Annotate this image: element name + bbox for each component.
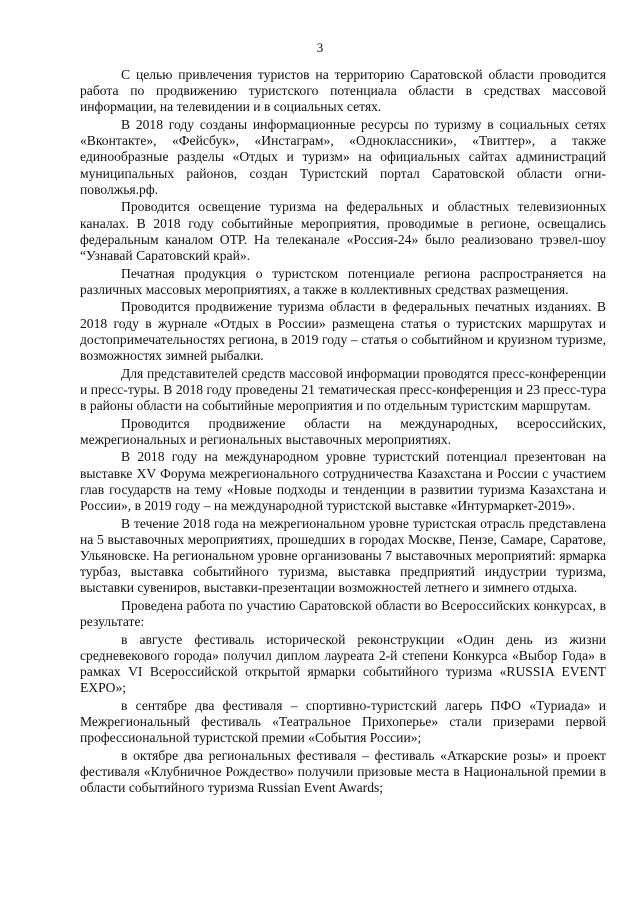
paragraph-contests-intro: Проведена работа по участию Саратовской области во Всероссийских конкурсах, в результате: (80, 598, 606, 630)
paragraph-press-tours: Для представителей средств массовой информации проводятся пресс-конференции и пресс-туры. В 2018 году проведены 21 тематическая пресс-конференция и 23 пресс-тура в районы области на событийные мероприятия и по отдельным туристским маршрутам. (80, 365, 606, 414)
paragraph-print-media: Проводится продвижение туризма области в федеральных печатных изданиях. В 2018 году в журнале «Отдых в России» размещена статья о туристских маршрутах и достопримечательностях региона, в 2019 году – статья о событийном и круизном туризме, возможностях зимней рыбалки. (80, 299, 606, 364)
paragraph-tv-coverage: Проводится освещение туризма на федеральных и областных телевизионных каналах. В 2018 году событийные мероприятия, проводимые в регионе, освещались федеральным каналом ОТР. На телеканале «Россия-24» было реализовано трэвел-шоу “Узнавай Саратовский край». (80, 199, 606, 264)
paragraph-october-award: в октябре два региональных фестиваля – фестиваль «Аткарские розы» и проект фестиваля «Клубничное Рождество» получили призовые места в Национальной премии в области событийного туризма Russian Event Awards; (80, 748, 606, 796)
paragraph-international-level: В 2018 году на международном уровне туристский потенциал презентован на выставке XV Форума межрегионального сотрудничества Казахстана и России с участием глав государств на тему «Новые подходы и тенденции в развитии туризма Казахстана и России», в 2019 году – на международной туристской выставке «Интурмаркет-2019». (80, 449, 606, 514)
paragraph-printed-products: Печатная продукция о туристском потенциале региона распространяется на различных массовых мероприятиях, а также в коллективных средствах размещения. (80, 265, 606, 297)
page-number: 3 (316, 40, 324, 55)
paragraph-august-award: в августе фестиваль исторической реконструкции «Один день из жизни средневекового города» получил диплом лауреата 2-й степени Конкурса «Выбор Года» в рамках VI Всероссийской открытой ярмарки событийного туризма «RUSSIA EVENT EXPO»; (80, 631, 606, 696)
paragraph-exhibitions: Проводится продвижение области на международных, всероссийских, межрегиональных и региональных выставочных мероприятиях. (80, 415, 606, 447)
page-body (80, 67, 606, 798)
paragraph-media-promotion: С целью привлечения туристов на территорию Саратовской области проводится работа по продвижению туристского потенциала области в средствах массовой информации, на телевидении и в социальных сетях. (80, 67, 606, 115)
paragraph-september-award: в сентябре два фестиваля – спортивно-туристский лагерь ПФО «Туриада» и Межрегиональный фестиваль «Театральное Прихоперье» стали призерами первой профессиональной туристской премии «События России»; (80, 698, 606, 746)
paragraph-interregional-level: В течение 2018 года на межрегиональном уровне туристская отрасль представлена на 5 выставочных мероприятиях, прошедших в городах Москве, Пензе, Самаре, Саратове, Ульяновске. На региональном уровне организованы 7 выставочных мероприятий: ярмарка турбаз, выставка событийного туризма, выставка предприятий индустрии туризма, выставки сувениров, выставки-презентации возможностей летнего и зимнего отдыха. (80, 515, 606, 596)
paragraph-social-networks: В 2018 году созданы информационные ресурсы по туризму в социальных сетях «Вконтакте», «Фейсбук», «Инстаграм», «Одноклассники», «Твиттер», а также единообразные разделы «Отдых и туризм» на официальных сайтах администраций муниципальных районов, создан Туристский портал Саратовской области огни-поволжья.рф. (80, 117, 606, 197)
